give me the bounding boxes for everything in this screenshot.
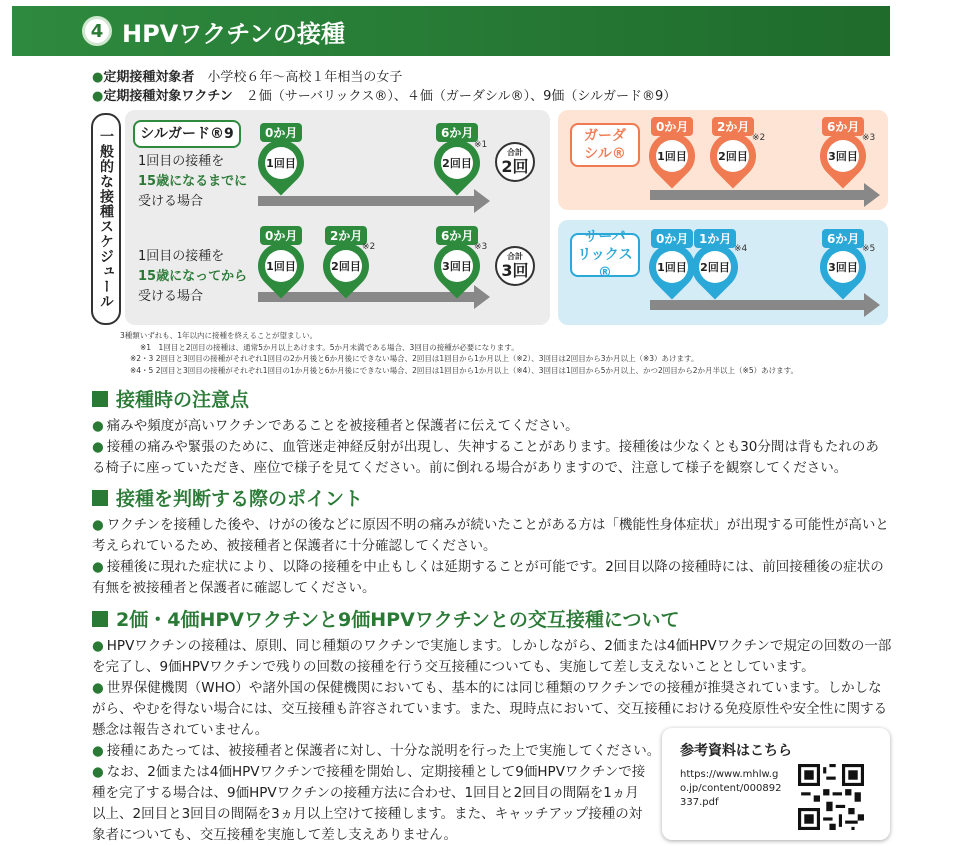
reference-url[interactable]: https://www.mhlw.go.jp/content/000892337.pdf — [680, 769, 782, 808]
month-tag: 2か月 — [712, 117, 754, 136]
month-tag: 1か月 — [694, 229, 736, 248]
dose-pin: 3回目 — [810, 123, 875, 188]
timeline-arrow — [650, 300, 866, 310]
silgard-name: シルガード®9 — [133, 120, 241, 148]
dose-pin: 2回目 — [424, 130, 489, 195]
dose-pin: 2回目 — [700, 123, 765, 188]
gardasil-name: ガーダ シル® — [570, 123, 640, 167]
section-number: 4 — [82, 16, 112, 46]
dose-pin: 1回目 — [639, 234, 704, 299]
month-tag: 0か月 — [260, 123, 302, 142]
dose-pin: 1回目 — [248, 130, 313, 195]
section-body: ● 痛みや頻度が高いワクチンであることを被接種者と保護者に伝えてください。 ● 接種の痛みや緊張のために、血管迷走神経反射が出現し、失神することがあります。接種後は少なくとも30分間は背もたれのある椅子に座っていただき、座位で様子を見てください。前に倒れる場合がありますので、注意して様子を観察してください。 — [92, 418, 879, 476]
month-tag: 6か月 — [436, 123, 478, 142]
total-badge: 合計 3回 — [495, 246, 535, 286]
dose-pin: 1回目 — [248, 233, 313, 298]
month-tag: 6か月 — [822, 229, 864, 248]
month-tag: 0か月 — [651, 229, 693, 248]
reference-title: 参考資料はこちら — [680, 743, 792, 759]
timeline-arrow — [650, 190, 866, 200]
dose-pin: 2回目 — [313, 233, 378, 298]
month-tag: 0か月 — [260, 226, 302, 245]
reference-box — [662, 728, 890, 840]
dose-pin: 3回目 — [424, 233, 489, 298]
section-body: ● HPVワクチンの接種は、原則、同じ種類のワクチンで実施します。しかしながら、2価または4価HPVワクチンで規定の回数の一部を完了し、9価HPVワクチンで残りの回数の接種を行う交互接種についても、実施して差し支えないこととしています。 ● 世界保健機関（WHO）や諸外国の保健機関においても、基本的には同じ種類のワクチンでの接種が推奨されています。しかしながら、やむを得ない場合には、交互接種も許容されています。また、現時点において、交互接種における免疫原性や安全性に関する懸念は報告されていません。 ● 接種にあたっては、被接種者と保護者に対し、十分な説明を行った上で実施してください。 ● なお、2価または4価HPVワクチンで接種を開始し、定期接種として9価HPVワクチンで接種を完了する場合は、9価HPVワクチンの接種方法に合わせ、1回目と2回目の間隔を1ヵ月以上、2回目と3回目の間隔を3ヵ月以上空けて接種します。また、キャッチアップ接種の対象者についても、交互接種を実施して差し支えありません。 — [92, 638, 892, 843]
section-banner — [12, 6, 890, 56]
section-body: ● ワクチンを接種した後や、けがの後などに原因不明の痛みが続いたことがある方は「機能性身体症状」が出現する可能性が高いと考えられているため、被接種者と保護者に十分確認してください。 ● 接種後に現れた症状により、以降の接種を中止もしくは延期することが可能です。2回目以降の接種時には、前回接種後の症状の有無を被接種者と保護者に確認してください。 — [92, 517, 889, 596]
schedule-side-label: 一般的な接種スケジュール — [91, 113, 121, 325]
footnotes: 3種類いずれも、1年以内に接種を終えることが望ましい。 ※1 1回目と2回目の接種は、通常5か月以上あけます。5か月未満である場合、3回目の接種が必要になります。 ※2・3 2回目と3回目の接種がそれぞれ1回目の2か月後と6か月後にできない場合、2回目は1回目から1か月以上（※2）、3回目は2回目から3か月以上（※3）あけます。 ※4・5 2回目と3回目の接種がそれぞれ1回目の1か月後と6か月後にできない場合、2回目は1回目から1か月以上（※4）、3回目は1回目から5か月以上、かつ2回目から2か月半以上（※5）あけます。 — [120, 331, 799, 375]
section-heading: 接種を判断する際のポイント — [92, 484, 363, 511]
month-tag: 6か月 — [822, 117, 864, 136]
month-tag: 2か月 — [325, 226, 367, 245]
month-tag: 6か月 — [436, 226, 478, 245]
intro: ●定期接種対象者 小学校６年〜高校１年相当の女子 ●定期接種対象ワクチン ２価（サーバリックス®）、４価（ガーダシル®）、9価（シルガード®9） — [92, 70, 677, 104]
qr-code-icon[interactable] — [798, 764, 864, 830]
silgard-case2: 1回目の接種を 15歳になってから 受ける場合 — [138, 249, 248, 304]
section-heading: 2価・4価HPVワクチンと9価HPVワクチンとの交互接種について — [92, 605, 679, 632]
section-heading: 接種時の注意点 — [92, 385, 249, 412]
dose-pin: 3回目 — [810, 234, 875, 299]
timeline-arrow — [258, 292, 476, 302]
total-badge: 合計 2回 — [495, 142, 535, 182]
dose-pin: 1回目 — [639, 123, 704, 188]
silgard-case1: 1回目の接種を 15歳になるまでに 受ける場合 — [138, 154, 248, 209]
section-title: HPVワクチンの接種 — [122, 19, 346, 48]
timeline-arrow — [258, 196, 476, 206]
cervarix-name: サーバ リックス® — [570, 233, 640, 277]
dose-pin: 2回目 — [682, 234, 747, 299]
month-tag: 0か月 — [651, 117, 693, 136]
